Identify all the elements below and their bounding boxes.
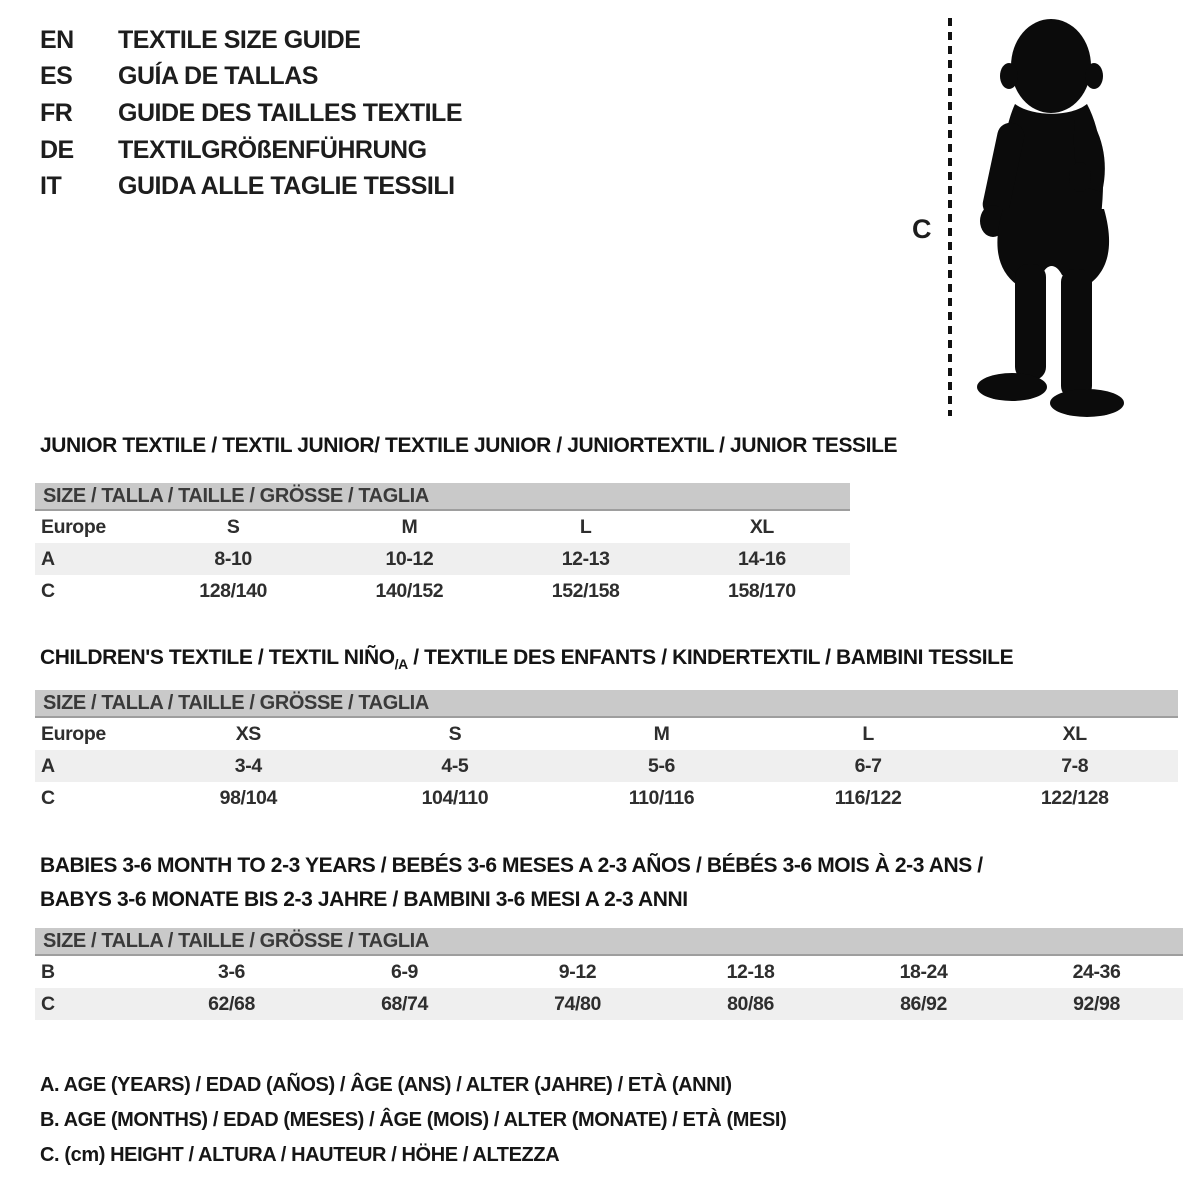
table-cell: 7-8 — [1061, 754, 1089, 777]
section-title-junior: JUNIOR TEXTILE / TEXTIL JUNIOR/ TEXTILE JUNIOR / JUNIORTEXTIL / JUNIOR TESSILE — [40, 434, 898, 457]
junior-size-table — [35, 483, 850, 607]
table-cell: S — [448, 722, 462, 745]
table-cell: 4-5 — [441, 754, 469, 777]
language-code: IT — [40, 172, 62, 201]
table-cell: 86/92 — [900, 992, 947, 1015]
table-cell: S — [226, 515, 240, 538]
height-measure-dashed-line — [948, 18, 952, 416]
row-label: C — [41, 992, 55, 1015]
table-cell: XL — [749, 515, 774, 538]
language-row — [40, 168, 462, 205]
section-title-babies — [40, 849, 983, 917]
row-label: A — [41, 754, 55, 777]
language-code: EN — [40, 25, 74, 54]
table-cell: 8-10 — [214, 547, 252, 570]
children-title-suffix: / TEXTILE DES ENFANTS / KINDERTEXTIL / BAMBINI TESSILE — [407, 646, 1014, 669]
row-label: A — [41, 547, 55, 570]
table-cell: 3-4 — [234, 754, 262, 777]
table-cell: 104/110 — [421, 786, 489, 809]
language-code: DE — [40, 135, 74, 164]
legend-line-c: C. (cm) HEIGHT / ALTURA / HAUTEUR / HÖHE / ALTEZZA — [40, 1144, 560, 1166]
measure-label-c: C — [912, 214, 932, 244]
language-title-list — [40, 22, 462, 205]
section-title-children — [40, 646, 1013, 672]
row-label: Europe — [41, 515, 106, 538]
table-cell: 140/152 — [375, 579, 444, 602]
table-cell: 80/86 — [727, 992, 774, 1015]
language-row — [40, 95, 462, 132]
row-label: Europe — [41, 722, 106, 745]
table-cell: 152/158 — [551, 579, 620, 602]
table-cell: 12-13 — [561, 547, 610, 570]
language-title: TEXTILGRÖßENFÜHRUNG — [118, 135, 427, 164]
table-cell: 158/170 — [728, 579, 796, 602]
row-label: C — [41, 786, 55, 809]
table-row — [35, 956, 1183, 988]
table-cell: L — [579, 515, 592, 538]
language-row — [40, 59, 462, 96]
language-title: TEXTILE SIZE GUIDE — [118, 25, 361, 54]
language-code: FR — [40, 98, 73, 127]
language-title: GUÍA DE TALLAS — [118, 62, 318, 91]
table-cell: 14-16 — [737, 547, 786, 570]
size-header-bar: SIZE / TALLA / TAILLE / GRÖSSE / TAGLIA — [35, 928, 1183, 956]
table-cell: 116/122 — [834, 786, 902, 809]
table-cell: XL — [1062, 722, 1087, 745]
table-row — [35, 988, 1183, 1020]
measurement-legend — [40, 1068, 786, 1173]
legend-line-a: A. AGE (YEARS) / EDAD (AÑOS) / ÂGE (ANS) / ALTER (JAHRE) / ETÀ (ANNI) — [40, 1074, 732, 1096]
language-title: GUIDE DES TAILLES TEXTILE — [118, 98, 463, 127]
table-row — [35, 750, 1178, 782]
table-row — [35, 575, 850, 607]
size-header-bar: SIZE / TALLA / TAILLE / GRÖSSE / TAGLIA — [35, 690, 1178, 718]
language-row — [40, 22, 462, 59]
children-title-prefix: CHILDREN'S TEXTILE / TEXTIL NIÑO — [40, 646, 395, 669]
table-cell: 6-7 — [854, 754, 882, 777]
table-row — [35, 782, 1178, 814]
children-size-table — [35, 690, 1178, 814]
language-code: ES — [40, 62, 73, 91]
row-label: B — [41, 960, 55, 983]
table-cell: 122/128 — [1040, 786, 1109, 809]
table-cell: 68/74 — [381, 992, 428, 1015]
table-cell: 18-24 — [899, 960, 948, 983]
table-row — [35, 511, 850, 543]
babies-title-line1: BABIES 3-6 MONTH TO 2-3 YEARS / BEBÉS 3-6 MESES A 2-3 AÑOS / BÉBÉS 3-6 MOIS À 2-3 ANS / — [40, 854, 983, 877]
row-label: C — [41, 579, 55, 602]
babies-title-line2: BABYS 3-6 MONATE BIS 2-3 JAHRE / BAMBINI 3-6 MESI A 2-3 ANNI — [40, 888, 688, 911]
table-cell: 98/104 — [219, 786, 277, 809]
legend-line-b: B. AGE (MONTHS) / EDAD (MESES) / ÂGE (MOIS) / ALTER (MONATE) / ETÀ (MESI) — [40, 1109, 787, 1131]
table-cell: 128/140 — [199, 579, 267, 602]
language-title: GUIDA ALLE TAGLIE TESSILI — [118, 172, 455, 201]
table-cell: M — [653, 722, 670, 745]
table-cell: 9-12 — [558, 960, 597, 983]
table-cell: L — [862, 722, 874, 745]
table-cell: 10-12 — [385, 547, 434, 570]
table-cell: M — [401, 515, 418, 538]
toddler-silhouette-icon — [963, 14, 1143, 419]
children-title-subscript: /A — [394, 656, 408, 672]
table-cell: 3-6 — [218, 960, 245, 983]
table-row — [35, 718, 1178, 750]
table-cell: 24-36 — [1072, 960, 1121, 983]
size-header-bar: SIZE / TALLA / TAILLE / GRÖSSE / TAGLIA — [35, 483, 850, 511]
table-cell: 6-9 — [391, 960, 418, 983]
table-cell: 12-18 — [726, 960, 775, 983]
table-row — [35, 543, 850, 575]
table-cell: 62/68 — [208, 992, 255, 1015]
table-cell: 74/80 — [554, 992, 601, 1015]
language-row — [40, 132, 462, 169]
table-cell: 5-6 — [648, 754, 675, 777]
table-cell: 92/98 — [1073, 992, 1120, 1015]
babies-size-table — [35, 928, 1183, 1020]
table-cell: XS — [235, 722, 261, 745]
table-cell: 110/116 — [628, 786, 695, 809]
